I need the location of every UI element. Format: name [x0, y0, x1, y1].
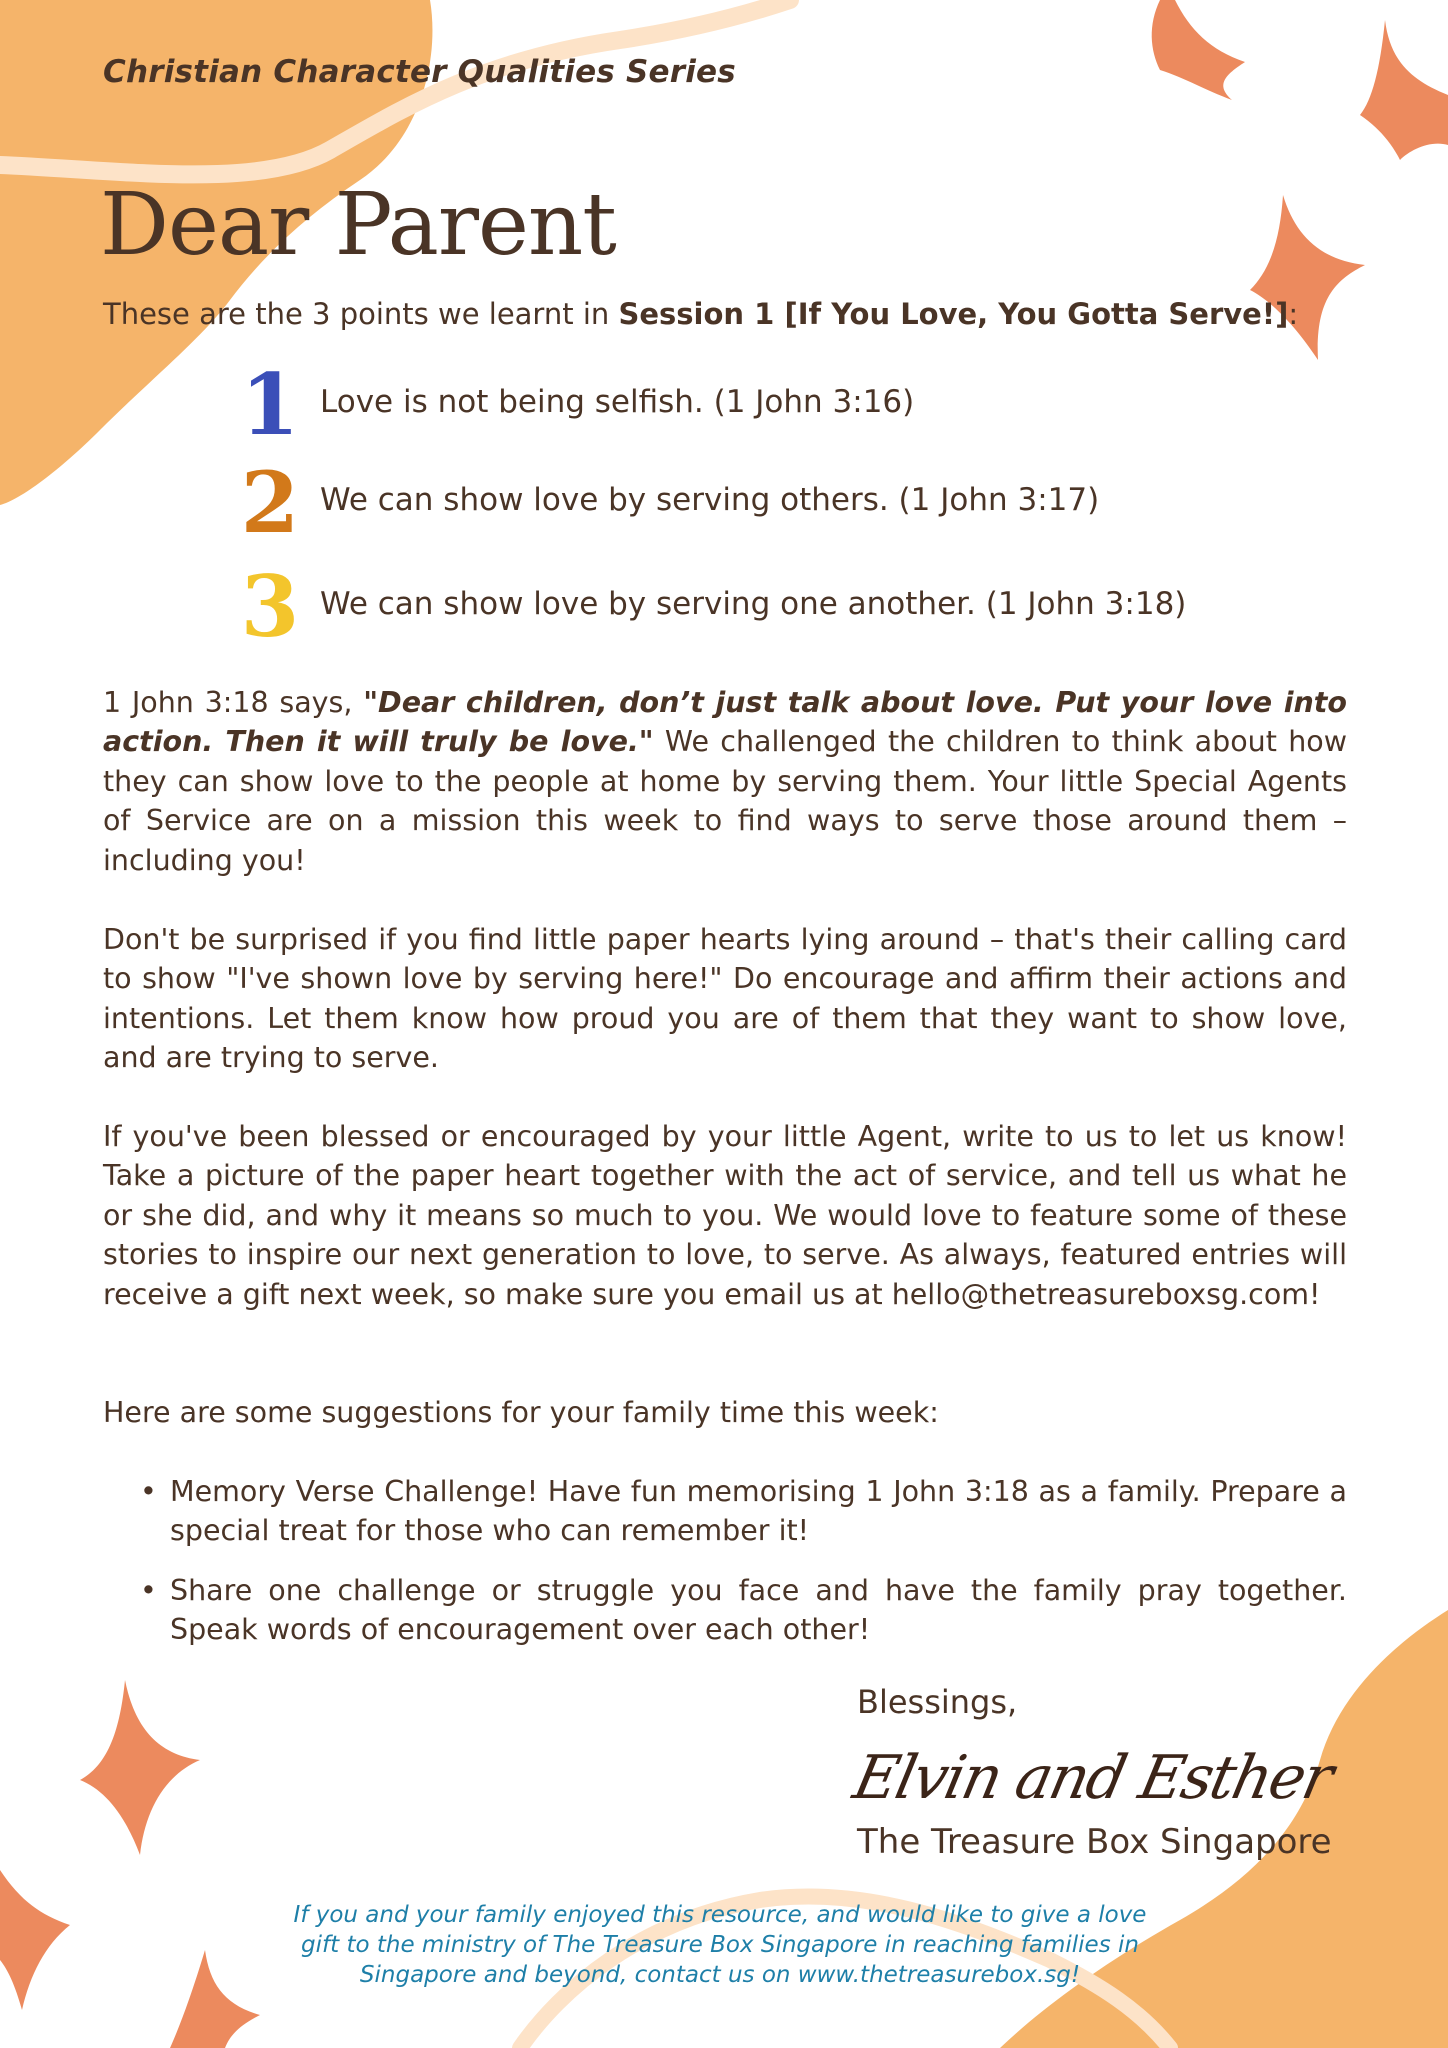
intro-prefix: These are the 3 points we learnt in [103, 297, 619, 331]
paragraph-paper-hearts: Don't be surprised if you find little paper hearts lying around – that's their calling card to show "I've shown love by serving here!" Do encourage and affirm their actions and intentions. Let them know how proud you are of them that they want to show love, and are trying to serve. [103, 923, 1347, 1075]
point-text: Love is not being selfish. (1 John 3:16) [320, 384, 915, 420]
series-label: Christian Character Qualities Series [103, 54, 736, 90]
point-item [240, 557, 1240, 656]
point-number: 2 [240, 453, 300, 552]
verse-paragraph-rest: We challenged the children to think about how they can show love to the people at home by serving them. Your little Special Agents of Service are on a mission this week to find ways to serve those around them – including you! [103, 725, 1348, 877]
footer-note: If you and your family enjoyed this resource, and would like to give a love gift to the ministry of The Treasure Box Singapore in reaching families in Singapore and beyond, contact us on www.thetreasurebox.sg! [293, 1902, 1147, 1988]
intro-suffix: : [1288, 297, 1299, 331]
bullet-icon: • [140, 1573, 157, 1607]
list-item [103, 1472, 1347, 1551]
suggestions-list [103, 1472, 1347, 1670]
paragraph-share: If you've been blessed or encouraged by your little Agent, write to us to let us know! Take a picture of the paper heart together with the act of service, and tell us what he or she did, and why it means so much to you. We would love to feature some of these stories to inspire our next generation to love, to serve. As always, featured entries will receive a gift next week, so make sure you email us at hello@thetreasureboxsg.com! [103, 1120, 1347, 1311]
point-number: 3 [240, 557, 300, 656]
signature: Elvin and Esther [847, 1743, 1338, 1813]
point-text: We can show love by serving one another. (1 John 3:18) [320, 586, 1187, 622]
session-name: Session 1 [If You Love, You Gotta Serve!] [618, 297, 1289, 331]
closing-blessings: Blessings, [857, 1683, 1018, 1721]
point-item [240, 355, 1240, 454]
intro-line [103, 294, 1298, 334]
verse-quote: "Dear children, don’t just talk about love. Put your love into action. Then it will truly be love." [103, 686, 1347, 759]
suggestion-text: Share one challenge or struggle you face and have the family pray together. Speak words of encouragement over each other! [170, 1573, 1347, 1647]
paragraph-suggestions-intro: Here are some suggestions for your family time this week: [103, 1396, 939, 1429]
suggestion-text: Memory Verse Challenge! Have fun memorising 1 John 3:18 as a family. Prepare a special treat for those who can remember it! [170, 1475, 1347, 1548]
paragraph-verse [103, 683, 1347, 880]
organization-name: The Treasure Box Singapore [857, 1822, 1332, 1862]
point-number: 1 [240, 355, 300, 454]
point-item [240, 453, 1240, 552]
point-text: We can show love by serving others. (1 John 3:17) [320, 482, 1100, 518]
page-title: Dear Parent [100, 175, 616, 275]
bullet-icon: • [140, 1475, 157, 1508]
verse-prefix: 1 John 3:18 says, [103, 686, 364, 719]
list-item [103, 1571, 1347, 1650]
